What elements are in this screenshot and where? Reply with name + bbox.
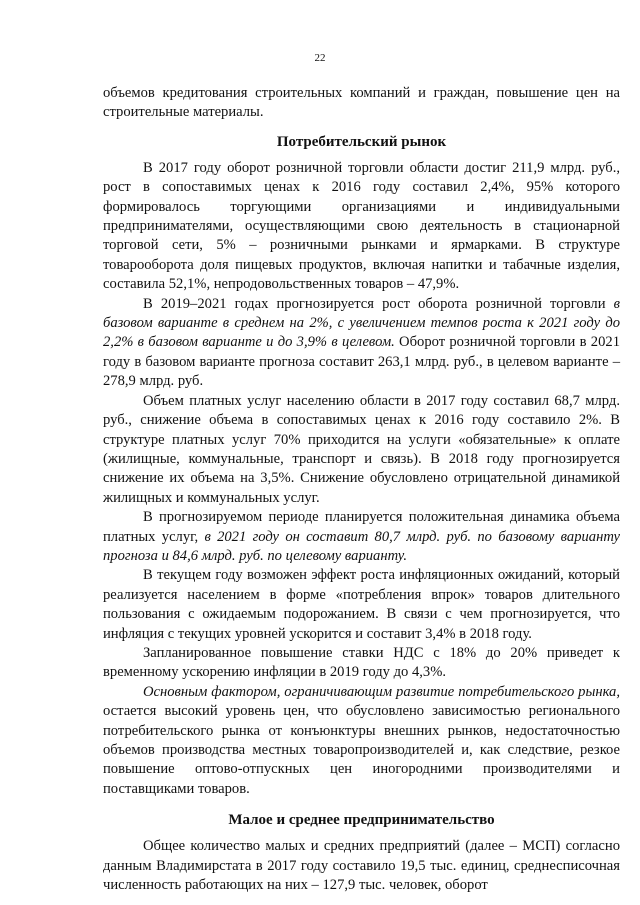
sme-heading: Малое и среднее предпринимательство bbox=[228, 812, 495, 829]
intro-paragraph: объемов кредитования строительных компаний и граждан, повышение цен на строительные материалы. bbox=[103, 85, 620, 121]
page-number: 22 bbox=[314, 52, 326, 64]
paid-services-forecast-emphasis: в 2021 году он составит 80,7 млрд. руб. по базовому варианту прогноза и 84,6 млрд. руб. по целевому варианту. bbox=[103, 528, 620, 564]
page-content bbox=[103, 84, 620, 895]
inflation-expectations-paragraph: В текущем году возможен эффект роста инфляционных ожиданий, который реализуется населением в форме «потребления впрок» товаров длительного пользования с ожидаемым подорожанием. В связи с чем прогнозируется, что инфляция с текущих уровней ускорится и составит 3,4% в 2018 году. bbox=[103, 567, 620, 642]
vat-paragraph: Запланированное повышение ставки НДС с 18% до 20% приведет к временному ускорению инфляции в 2019 году до 4,3%. bbox=[103, 644, 620, 681]
retail-turnover-paragraph: В 2017 году оборот розничной торговли области достиг 211,9 млрд. руб., рост в сопоставимых ценах к 2016 году составил 2,4%, 95% которого формировалось торгующими организациями и индивидуальными предпринимателями, осуществляющими свою деятельность в стационарной торговой сети, 5% – розничными рынками и ярмарками. В структуре товарооборота доля пищевых продуктов, включая напитки и табачные изделия, составила 52,1%, непродовольственных товаров – 47,9%. bbox=[103, 159, 620, 293]
consumer-market-heading: Потребительский рынок bbox=[276, 133, 447, 150]
retail-forecast-emphasis: в базовом варианте в среднем на 2%, с увеличением темпов роста к 2021 году до 2,2% в базовом варианте и до 3,9% в целевом. bbox=[103, 295, 620, 351]
limiting-factor-paragraph bbox=[103, 683, 620, 799]
paid-services-paragraph: Объем платных услуг населению области в 2017 году составил 68,7 млрд. руб., снижение объема в сопоставимых ценах к 2016 году составило 2%. В структуре платных услуг 70% приходится на услуги «обязательные» к оплате (жилищные, коммунальные, транспорт и связь). В 2018 году прогнозируется снижение их объема на 3,5%. Снижение обусловлено отрицательной динамикой жилищных и коммунальных услуг. bbox=[103, 392, 620, 506]
retail-forecast-text: В 2019–2021 годах прогнозируется рост оборота розничной торговли bbox=[143, 295, 614, 312]
sme-paragraph: Общее количество малых и средних предприятий (далее – МСП) согласно данным Владимирстата в 2017 году составило 19,5 тыс. единиц, среднесписочная численность работающих на них – 127,9 тыс. человек, оборот bbox=[103, 838, 620, 894]
limiting-factor-emphasis: Основным фактором, ограничивающим развитие потребительского рынка, bbox=[143, 683, 620, 700]
retail-forecast-text-end: Оборот розничной торговли в 2021 году в базовом варианте прогноза составит 263,1 млрд. руб., в целевом варианте – 278,9 млрд. руб. bbox=[103, 334, 620, 390]
retail-forecast-paragraph bbox=[103, 295, 620, 392]
limiting-factor-text: остается высокий уровень цен, что обусловлено зависимостью регионального потребительского рынка от конъюнктуры внешних рынков, недостаточностью объемов производства местных товаропроизводителей и, как следствие, резкое повышение оптово-отпускных цен иногородними производителями и поставщиками товаров. bbox=[103, 703, 620, 797]
paid-services-forecast-paragraph bbox=[103, 508, 620, 566]
paid-services-forecast-text: В прогнозируемом периоде планируется положительная динамика объема платных услуг, bbox=[103, 509, 620, 545]
